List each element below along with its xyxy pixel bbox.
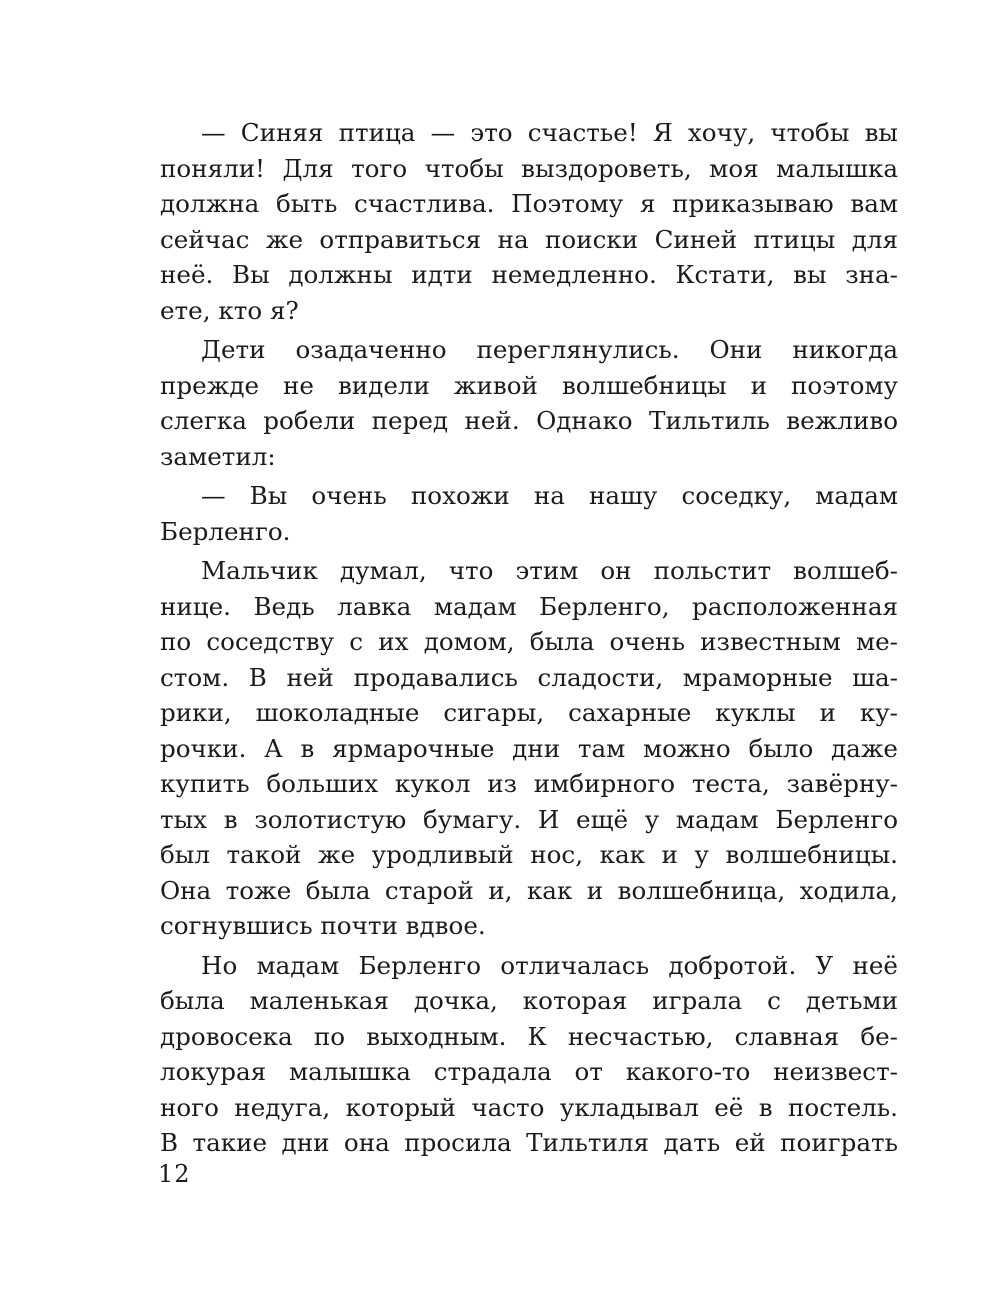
text-line: рики, шоколадные сигары, сахарные куклы и ку- bbox=[160, 698, 898, 727]
text-line: был такой же уродливый нос, как и у волшебницы. bbox=[160, 840, 898, 869]
text-line: согнувшись почти вдвое. bbox=[160, 911, 486, 940]
text-line: сейчас же отправиться на поиски Синей птицы для bbox=[160, 224, 898, 254]
text-line: В такие дни она просила Тильтиля дать ей поиграть bbox=[160, 1128, 898, 1157]
text-line: рочки. А в ярмарочные дни там можно было даже bbox=[160, 733, 898, 763]
text-line: купить больших кукол из имбирного теста, завёрну- bbox=[160, 769, 898, 798]
text-line: дровосека по выходным. К несчастью, славная бе- bbox=[160, 1021, 898, 1051]
text-line: Берленго. bbox=[160, 516, 291, 546]
page-number: 12 bbox=[158, 1160, 191, 1188]
text-line: по соседству с их домом, была очень известным ме- bbox=[160, 627, 898, 656]
text-line: — Синяя птица — это счастье! Я хочу, чтобы вы bbox=[201, 118, 898, 147]
text-line: Дети озадаченно переглянулись. Они никогда bbox=[201, 335, 898, 364]
text-line: поняли! Для того чтобы выздороветь, моя малышка bbox=[160, 153, 898, 183]
text-line: слегка робели перед ней. Однако Тильтиль вежливо bbox=[160, 406, 898, 435]
text-line: должна быть счастлива. Поэтому я приказываю вам bbox=[160, 189, 898, 218]
text-line: Но мадам Берленго отличалась добротой. У неё bbox=[201, 950, 898, 980]
text-line: неё. Вы должны идти немедленно. Кстати, вы зна- bbox=[160, 260, 898, 289]
paragraph bbox=[160, 478, 898, 549]
text-line: была маленькая дочка, которая играла с детьми bbox=[160, 986, 898, 1015]
text-line: нице. Ведь лавка мадам Берленго, расположенная bbox=[160, 591, 898, 621]
text-line: стом. В ней продавались сладости, мраморные ша- bbox=[160, 662, 898, 692]
paragraph bbox=[160, 553, 898, 944]
text-line: заметил: bbox=[160, 441, 276, 471]
text-line: локурая малышка страдала от какого-то неизвест- bbox=[160, 1057, 898, 1086]
paragraph bbox=[160, 332, 898, 474]
paragraph bbox=[160, 948, 898, 1161]
page-body-text bbox=[160, 115, 898, 1161]
text-line: прежде не видели живой волшебницы и поэтому bbox=[160, 370, 898, 400]
text-line: — Вы очень похожи на нашу соседку, мадам bbox=[201, 481, 898, 510]
text-line: ете, кто я? bbox=[160, 295, 299, 325]
text-line: ного недуга, который часто укладывал её в постель. bbox=[160, 1092, 898, 1122]
text-line: Она тоже была старой и, как и волшебница, ходила, bbox=[160, 875, 898, 905]
paragraph bbox=[160, 115, 898, 328]
text-line: тых в золотистую бумагу. И ещё у мадам Берленго bbox=[160, 804, 898, 834]
text-line: Мальчик думал, что этим он польстит волшеб- bbox=[201, 556, 898, 585]
